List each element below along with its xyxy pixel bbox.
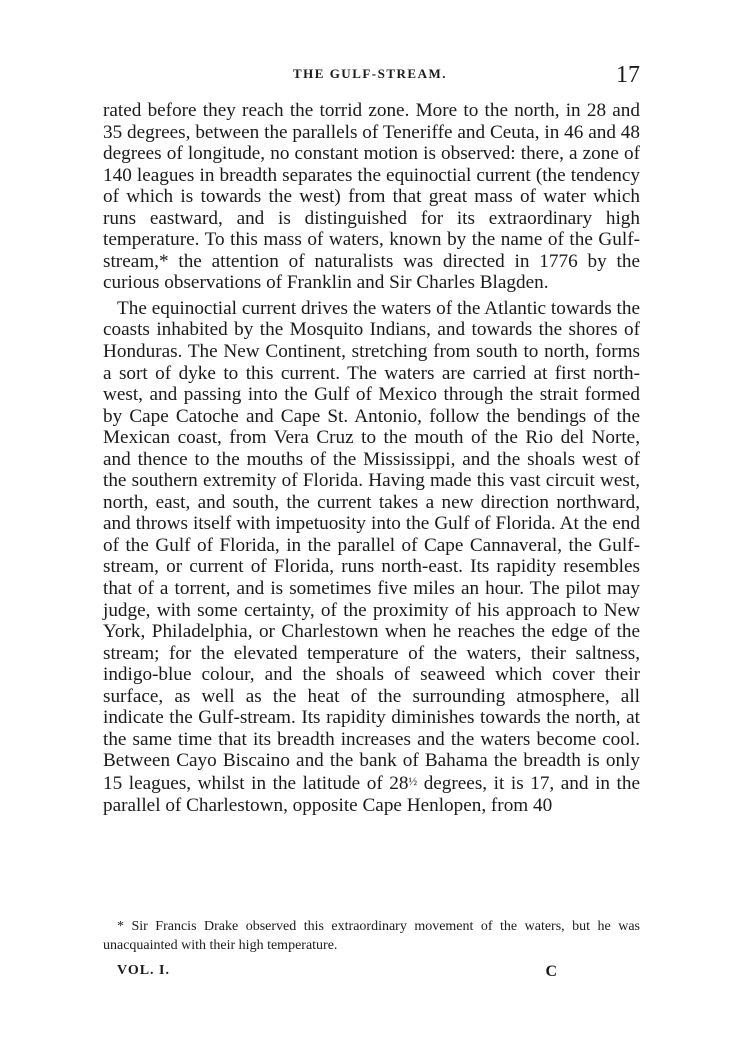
volume-mark: VOL. I. <box>117 963 171 978</box>
paragraph-2-text-continued: degrees, it is 17, and in the parallel of Charlestown, opposite Cape Henlopen, from 40 <box>103 772 640 816</box>
signature-line <box>117 963 557 983</box>
page-number: 17 <box>616 62 640 88</box>
signature-mark: C <box>545 963 557 980</box>
running-title: THE GULF-STREAM. <box>292 66 447 81</box>
paragraph-2 <box>103 298 640 816</box>
running-head <box>100 62 640 92</box>
paragraph-1: rated before they reach the torrid zone. More to the north, in 28 and 35 degrees, between the parallels of Teneriffe and Ceuta, in 46 and 48 degrees of longitude, no constant motion is observed: there, a zone of 140 leagues in breadth separates the equinoctial current (the tendency of which is towards the west) from that great mass of water which runs eastward, and is distinguished for its extraordinary high temperature. To this mass of waters, known by the name of the Gulf-stream,* the attention of naturalists was directed in 1776 by the curious observations of Franklin and Sir Charles Blagden. <box>103 100 640 294</box>
fraction-one-half: ½ <box>408 775 418 788</box>
footnote: * Sir Francis Drake observed this extraordinary movement of the waters, but he was unacquainted with their high temperature. <box>103 919 640 953</box>
body-text <box>103 100 640 816</box>
paragraph-2-text: The equinoctial current drives the waters of the Atlantic towards the coasts inhabited by the Mosquito Indians, and towards the shores of Honduras. The New Continent, stretching from south to north, forms a sort of dyke to this current. The waters are carried at first north-west, and passing into the Gulf of Mexico through the strait formed by Cape Catoche and Cape St. Antonio, follow the bendings of the Mexican coast, from Vera Cruz to the mouth of the Rio del Norte, and thence to the mouths of the Mississippi, and the shoals west of the southern extremity of Florida. Having made this vast circuit west, north, east, and south, the current takes a new direction northward, and throws itself with impetuosity into the Gulf of Florida. At the end of the Gulf of Florida, in the parallel of Cape Cannaveral, the Gulf-stream, or current of Florida, runs north-east. Its rapidity resembles that of a torrent, and is sometimes five miles an hour. The pilot may judge, with some certainty, of the proximity of his approach to New York, Philadelphia, or Charlestown when he reaches the edge of the stream; for the elevated temperature of the waters, their saltness, indigo-blue colour, and the shoals of seaweed which cover their surface, as well as the heat of the surrounding atmosphere, all indicate the Gulf-stream. Its rapidity diminishes towards the north, at the same time that its breadth increases and the waters become cool. Between Cayo Biscaino and the bank of Bahama the breadth is only 15 leagues, whilst in the latitude of 28 <box>103 297 640 794</box>
